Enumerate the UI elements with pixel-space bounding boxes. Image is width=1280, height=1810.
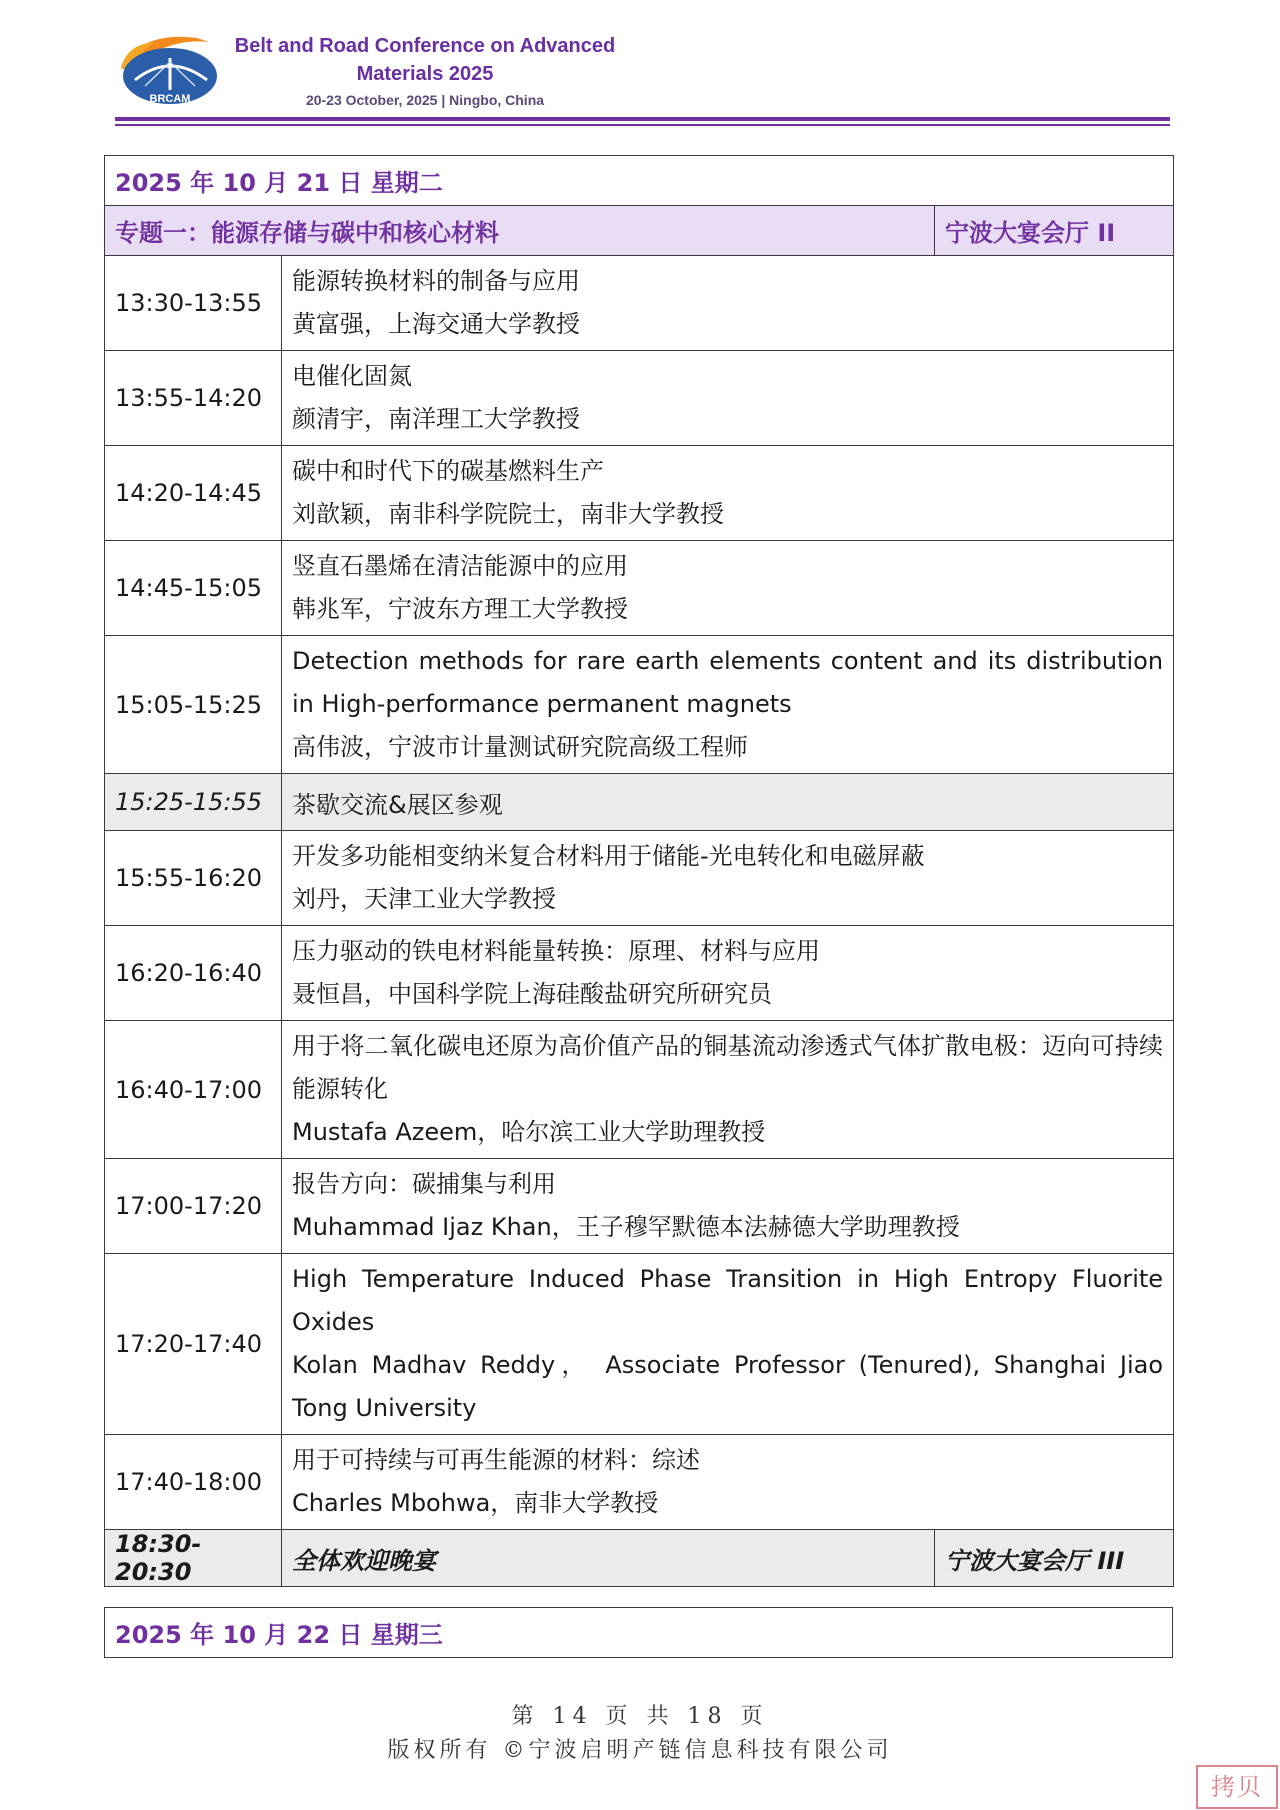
header-rule-thin: [115, 124, 1170, 126]
talk-title: 能源转换材料的制备与应用: [292, 267, 580, 295]
talk-row: [105, 1435, 1174, 1530]
talk-content: [282, 831, 1174, 926]
talk-speaker: Muhammad Ijaz Khan，王子穆罕默德本法赫德大学助理教授: [292, 1213, 960, 1241]
page-footer: [0, 1700, 1280, 1768]
talk-speaker: 黄富强，上海交通大学教授: [292, 310, 580, 338]
topic-venue: 宁波大宴会厅 II: [935, 206, 1174, 256]
dinner-row: [105, 1530, 1174, 1587]
talk-speaker: 颜清宇，南洋理工大学教授: [292, 405, 580, 433]
talk-time: 13:55-14:20: [105, 351, 282, 446]
schedule-table-day2: [104, 1607, 1173, 1658]
talk-content: [282, 1021, 1174, 1159]
copyright-notice: 版权所有 ©宁波启明产链信息科技有限公司: [387, 1738, 893, 1763]
talk-content: [282, 541, 1174, 636]
talk-row: [105, 1159, 1174, 1254]
talk-time: 16:20-16:40: [105, 926, 282, 1021]
talk-speaker: Charles Mbohwa，南非大学教授: [292, 1489, 659, 1517]
talk-row: [105, 256, 1174, 351]
talk-time: 17:20-17:40: [105, 1254, 282, 1435]
day-header-row: [105, 1608, 1173, 1658]
talk-content: [282, 926, 1174, 1021]
talk-content: [282, 351, 1174, 446]
day-header-row: [105, 156, 1174, 206]
page-number: 第 14 页 共 18 页: [511, 1704, 769, 1729]
talk-title: 压力驱动的铁电材料能量转换：原理、材料与应用: [292, 937, 820, 965]
talk-time: 16:40-17:00: [105, 1021, 282, 1159]
break-label: 茶歇交流&展区参观: [282, 774, 1174, 831]
talk-title: 报告方向：碳捕集与利用: [292, 1170, 556, 1198]
header-rule-thick: [115, 117, 1170, 121]
talk-row: [105, 1254, 1174, 1435]
talk-time: 14:45-15:05: [105, 541, 282, 636]
topic-row: [105, 206, 1174, 256]
topic-title: 专题一：能源存储与碳中和核心材料: [105, 206, 935, 256]
talk-title: 用于将二氧化碳电还原为高价值产品的铜基流动渗透式气体扩散电极：迈向可持续能源转化: [292, 1032, 1164, 1103]
day-date: 2025 年 10 月 22 日 星期三: [105, 1608, 1173, 1658]
talk-title: 用于可持续与可再生能源的材料：综述: [292, 1446, 700, 1474]
talk-time: 15:55-16:20: [105, 831, 282, 926]
talk-row: [105, 831, 1174, 926]
talk-row: [105, 351, 1174, 446]
conference-title-line2: Materials 2025: [356, 63, 494, 85]
talk-speaker: 刘丹，天津工业大学教授: [292, 885, 556, 913]
dinner-label: 全体欢迎晚宴: [282, 1530, 935, 1587]
talk-row: [105, 1021, 1174, 1159]
page-header: [115, 24, 1170, 124]
talk-title: 开发多功能相变纳米复合材料用于储能-光电转化和电磁屏蔽: [292, 842, 925, 870]
talk-title: 电催化固氮: [292, 362, 412, 390]
day-date: 2025 年 10 月 21 日 星期二: [105, 156, 1174, 206]
talk-speaker: 高伟波，宁波市计量测试研究院高级工程师: [292, 733, 748, 761]
talk-time: 13:30-13:55: [105, 256, 282, 351]
talk-row: [105, 926, 1174, 1021]
talk-content: [282, 1254, 1174, 1435]
talk-title: 竖直石墨烯在清洁能源中的应用: [292, 552, 628, 580]
conference-title-block: [225, 32, 625, 108]
dinner-venue: 宁波大宴会厅 III: [935, 1530, 1174, 1587]
talk-row: [105, 541, 1174, 636]
talk-content: [282, 1159, 1174, 1254]
talk-content: [282, 256, 1174, 351]
talk-speaker: 刘歆颖，南非科学院院士，南非大学教授: [292, 500, 724, 528]
conference-subtitle: 20-23 October, 2025 | Ningbo, China: [305, 92, 545, 108]
talk-title: High Temperature Induced Phase Transition in High Entropy Fluorite Oxides: [292, 1265, 1164, 1336]
brcam-logo: [115, 24, 220, 109]
dinner-time: 18:30-20:30: [105, 1530, 282, 1587]
talk-speaker: Mustafa Azeem，哈尔滨工业大学助理教授: [292, 1118, 766, 1146]
talk-content: [282, 446, 1174, 541]
talk-time: 17:40-18:00: [105, 1435, 282, 1530]
watermark-stamp: 拷贝: [1196, 1765, 1278, 1809]
talk-time: 17:00-17:20: [105, 1159, 282, 1254]
talk-title: Detection methods for rare earth elements content and its distribution in High-performance permanent magnets: [292, 647, 1164, 718]
talk-row: [105, 446, 1174, 541]
talk-speaker: Kolan Madhav Reddy， Associate Professor (Tenured), Shanghai Jiao Tong University: [292, 1351, 1164, 1422]
talk-row: [105, 636, 1174, 774]
talk-speaker: 韩兆军，宁波东方理工大学教授: [292, 595, 628, 623]
talk-time: 14:20-14:45: [105, 446, 282, 541]
schedule-table-day1: [104, 155, 1174, 1587]
talk-time: 15:05-15:25: [105, 636, 282, 774]
talk-speaker: 聂恒昌，中国科学院上海硅酸盐研究所研究员: [292, 980, 772, 1008]
conference-title-line1: Belt and Road Conference on Advanced: [234, 35, 616, 57]
break-time: 15:25-15:55: [105, 774, 282, 831]
talk-title: 碳中和时代下的碳基燃料生产: [292, 457, 604, 485]
break-row: [105, 774, 1174, 831]
talk-content: [282, 636, 1174, 774]
talk-content: [282, 1435, 1174, 1530]
logo-text: BRCAM: [149, 93, 191, 105]
